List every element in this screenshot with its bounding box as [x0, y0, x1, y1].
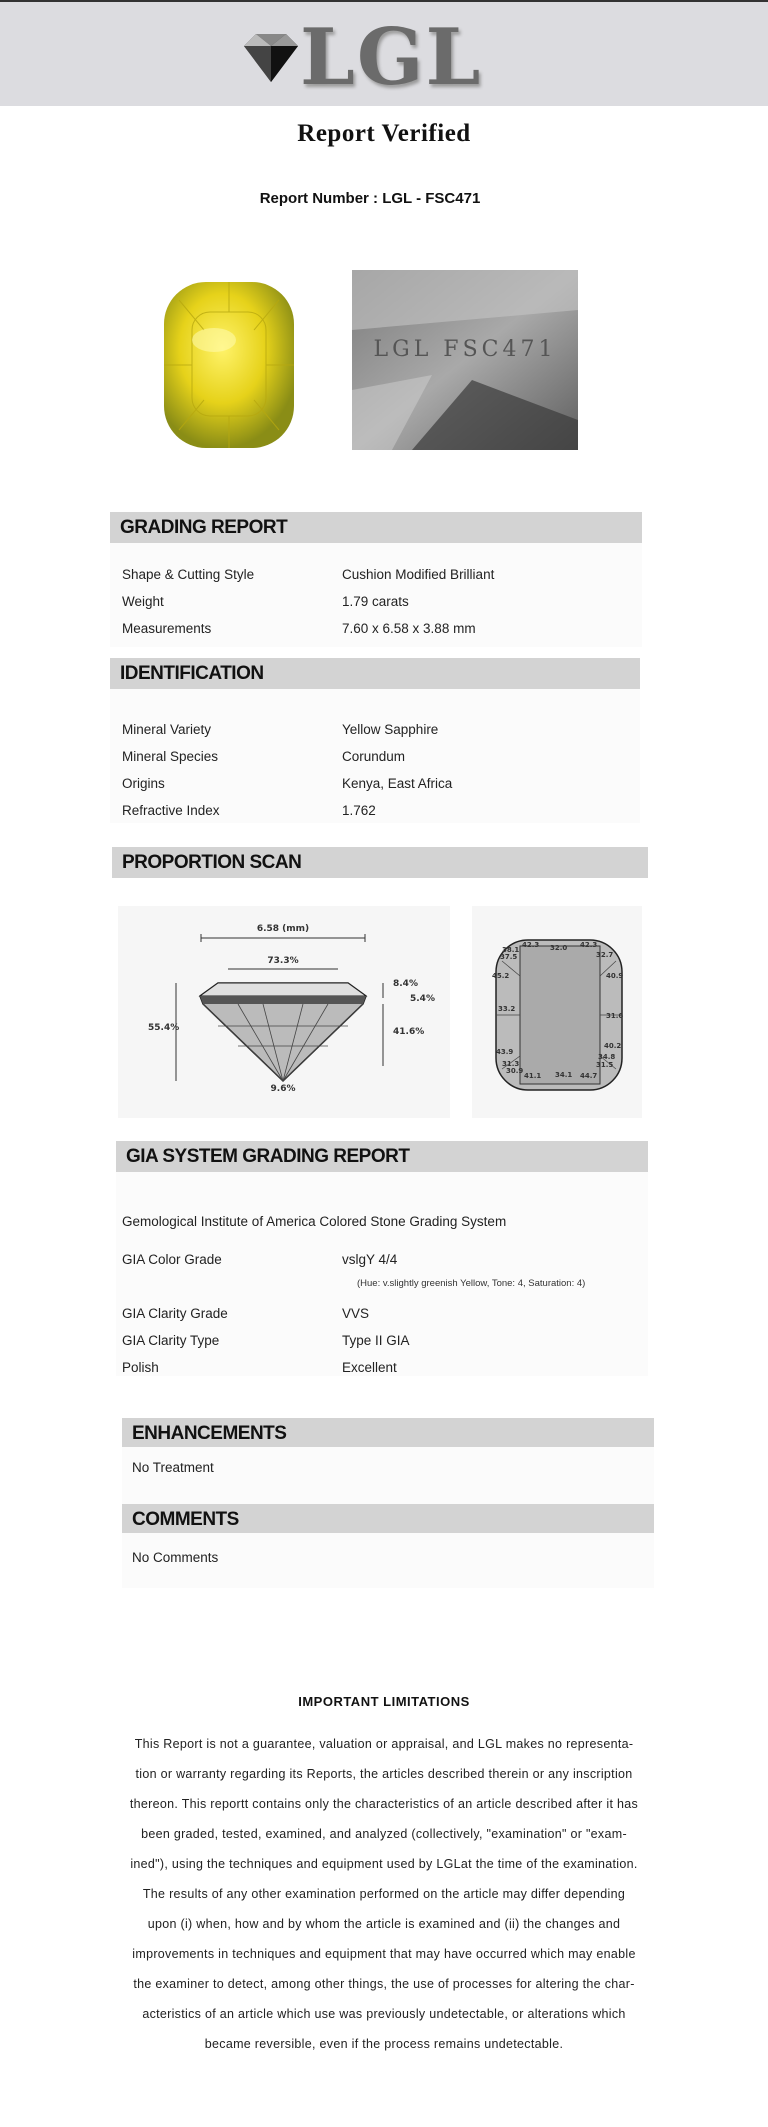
row-value: 1.79 carats: [342, 594, 409, 609]
row-value: Type II GIA: [342, 1333, 410, 1348]
section-title: GRADING REPORT: [120, 517, 288, 538]
width-label: 6.58 (mm): [256, 924, 310, 934]
tv-label: 32.7: [596, 951, 614, 959]
color-grade-note: (Hue: v.slightly greenish Yellow, Tone: 4, Saturation: 4): [357, 1278, 586, 1289]
tv-label: 37.5: [500, 953, 518, 961]
tv-label: 38.1: [502, 946, 520, 954]
limitations-line: the examiner to detect, among other things, the use of processes for altering the char-: [133, 1977, 635, 1991]
row-label: Mineral Variety: [122, 722, 212, 737]
table-label: 73.3%: [267, 956, 299, 966]
row-value: Yellow Sapphire: [342, 722, 439, 737]
enhancements-header: [122, 1418, 654, 1447]
row-value: 7.60 x 6.58 x 3.88 mm: [342, 621, 476, 636]
pavilion-label: 41.6%: [393, 1027, 425, 1037]
enhancements-text: No Treatment: [132, 1460, 214, 1475]
section-title: PROPORTION SCAN: [122, 852, 302, 873]
row-label: Measurements: [122, 621, 212, 636]
laser-inscription-photo: [352, 270, 578, 450]
tv-label: 34.1: [555, 1071, 573, 1079]
limitations-line: tion or warranty regarding its Reports, the articles described therein or any inscription: [135, 1767, 633, 1781]
row-label: Polish: [122, 1360, 159, 1375]
identification-header: [110, 658, 640, 689]
row-value: Kenya, East Africa: [342, 776, 453, 791]
gia-subtitle: Gemological Institute of America Colored Stone Grading System: [122, 1214, 507, 1229]
lgl-logo: [232, 12, 492, 103]
header-banner: [0, 0, 768, 106]
tv-label: 40.2: [604, 1042, 622, 1050]
tv-label: 41.1: [524, 1072, 542, 1080]
section-title: GIA SYSTEM GRADING REPORT: [126, 1146, 410, 1167]
section-title: ENHANCEMENTS: [132, 1423, 287, 1444]
tv-label: 42.3: [580, 941, 598, 949]
row-label: Weight: [122, 594, 164, 609]
diamond-logo-icon: [236, 24, 306, 94]
tv-label: 31.5: [596, 1061, 614, 1069]
culet-label: 9.6%: [270, 1084, 296, 1094]
limitations-line: acteristics of an article which use was previously undetectable, or alterations which: [142, 2007, 626, 2021]
limitations-line: ined"), using the techniques and equipment used by LGLat the time of the examination.: [130, 1857, 638, 1871]
tv-label: 33.2: [498, 1005, 516, 1013]
limitations-line: This Report is not a guarantee, valuation or appraisal, and LGL makes no representa-: [134, 1737, 634, 1751]
tv-label: 40.9: [606, 972, 624, 980]
top-view-diagram: [472, 906, 642, 1118]
girdle-label: 5.4%: [410, 994, 435, 1004]
tv-label: 45.2: [492, 972, 510, 980]
row-value: Corundum: [342, 749, 406, 764]
grading-report-header: [110, 512, 642, 543]
logo-text: LGL: [300, 12, 483, 103]
limitations-line: improvements in techniques and equipment that may have occurred which may enable: [132, 1947, 636, 1961]
profile-diagram: [118, 906, 450, 1118]
page-title: Report Verified: [297, 120, 471, 147]
gemstone-photo: [134, 270, 324, 460]
crown-label: 8.4%: [393, 979, 418, 989]
comments-text: No Comments: [132, 1550, 219, 1565]
row-label: Shape & Cutting Style: [122, 567, 255, 582]
proportion-scan-header: [112, 847, 648, 878]
tv-label: 30.9: [506, 1067, 524, 1075]
limitations-line: became reversible, even if the process remains undetectable.: [204, 2037, 564, 2051]
row-label: Refractive Index: [122, 803, 220, 818]
tv-label: 44.7: [580, 1072, 598, 1080]
limitations-line: The results of any other examination performed on the article may differ depending: [142, 1887, 626, 1901]
limitations-line: been graded, tested, examined, and analyzed (collectively, "examination" or "exam-: [141, 1827, 627, 1841]
tv-label: 43.9: [496, 1048, 514, 1056]
tv-label: 31.3: [502, 1060, 520, 1068]
limitations-line: upon (i) when, how and by whom the article is examined and (ii) the changes and: [147, 1917, 621, 1931]
section-title: IDENTIFICATION: [120, 663, 264, 684]
tv-label: 32.0: [550, 944, 568, 952]
section-title: COMMENTS: [132, 1509, 239, 1530]
row-label: GIA Color Grade: [122, 1252, 222, 1267]
gia-grading-header: [116, 1141, 648, 1172]
comments-header: [122, 1504, 654, 1533]
row-value: vslgY 4/4: [342, 1252, 398, 1267]
row-label: Origins: [122, 776, 165, 791]
row-value: VVS: [342, 1306, 370, 1321]
row-value: Excellent: [342, 1360, 397, 1375]
tv-label: 42.3: [522, 941, 540, 949]
row-label: GIA Clarity Type: [122, 1333, 220, 1348]
limitations-title: IMPORTANT LIMITATIONS: [298, 1694, 470, 1709]
tv-label: 34.8: [598, 1053, 616, 1061]
limitations-line: thereon. This reportt contains only the characteristics of an article described after it has: [129, 1797, 639, 1811]
tv-label: 31.6: [606, 1012, 624, 1020]
report-number: Report Number : LGL - FSC471: [259, 190, 481, 207]
row-value: Cushion Modified Brilliant: [342, 567, 495, 582]
row-label: Mineral Species: [122, 749, 219, 764]
total-depth-label: 55.4%: [148, 1023, 180, 1033]
inscription-text: LGL FSC471: [373, 337, 557, 362]
row-value: 1.762: [342, 803, 376, 818]
row-label: GIA Clarity Grade: [122, 1306, 228, 1321]
